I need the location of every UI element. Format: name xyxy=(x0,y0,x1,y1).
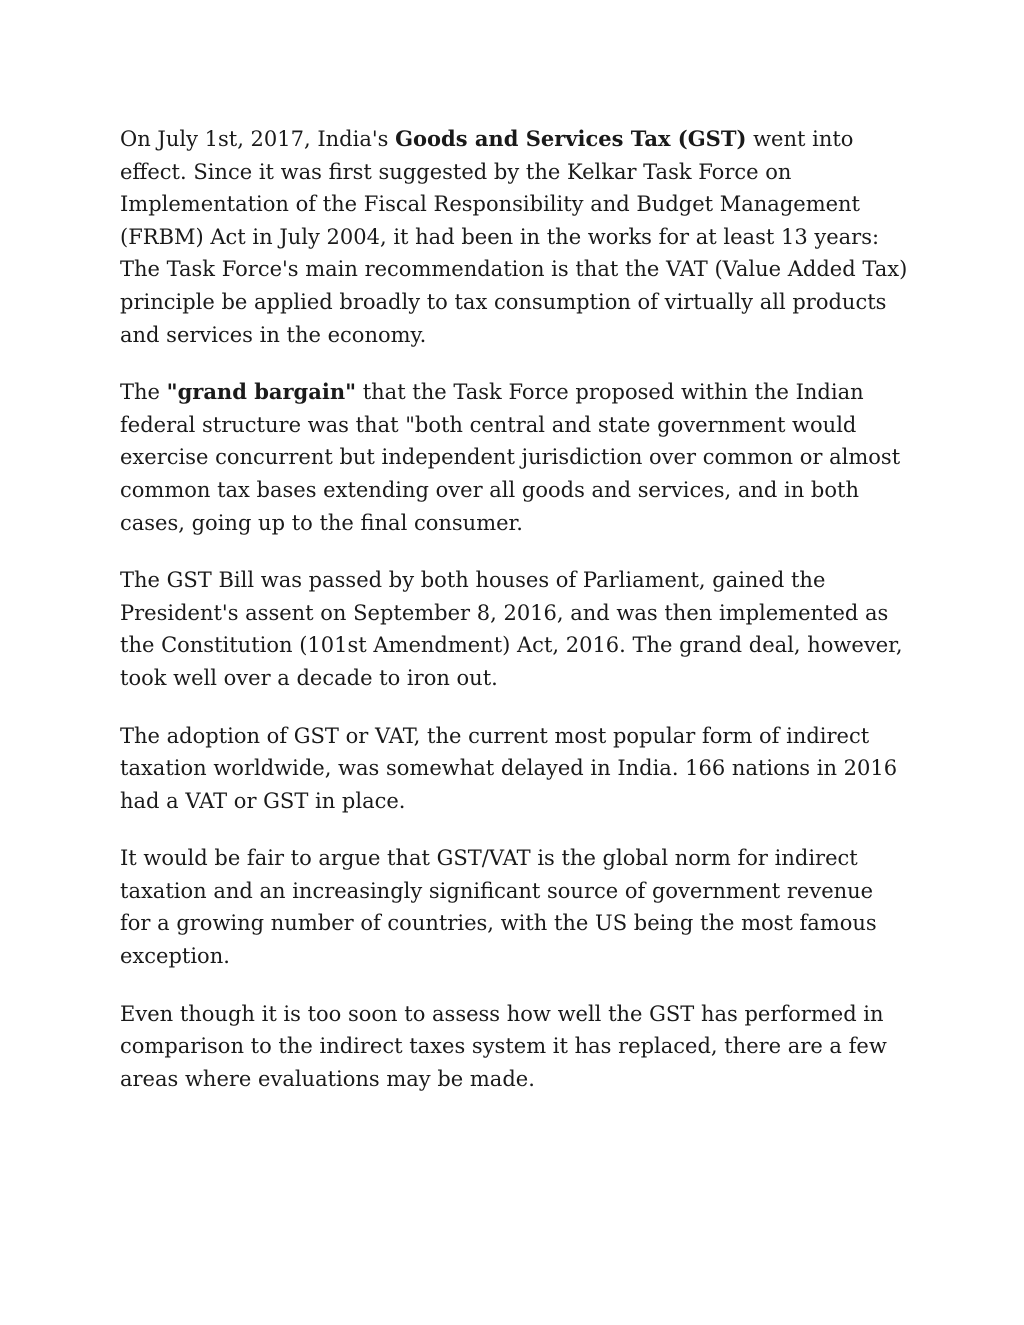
paragraph-grand-bargain xyxy=(120,376,910,539)
paragraph-text: The xyxy=(120,380,167,405)
paragraph-gst-intro xyxy=(120,123,910,351)
paragraph-global-norm: It would be fair to argue that GST/VAT is the global norm for indirect taxation and an increasingly significant source of government revenue for a growing number of countries, with the US being the most famous exception. xyxy=(120,846,877,969)
paragraph-gst-bill: The GST Bill was passed by both houses of Parliament, gained the President's assent on September 8, 2016, and was then implemented as the Constitution (101st Amendment) Act, 2016. The grand deal, however, took well over a decade to iron out. xyxy=(120,568,903,690)
paragraph-text: that the Task Force proposed within the Indian federal structure was that "both central and state government would exercise concurrent but independent jurisdiction over common or almost common tax bases extending over all goods and services, and in both cases, going up to the final consumer. xyxy=(120,380,901,535)
bold-term-gst: Goods and Services Tax (GST) xyxy=(395,126,747,151)
paragraph-evaluation: Even though it is too soon to assess how well the GST has performed in comparison to the indirect taxes system it has replaced, there are a few areas where evaluations may be made. xyxy=(120,1001,887,1091)
paragraph-text: On July 1st, 2017, India's xyxy=(120,127,396,151)
paragraph-text: went into effect. Since it was first suggested by the Kelkar Task Force on Implementation of the Fiscal Responsibility and Budget Management (FRBM) Act in July 2004, it had been in the works for at least 13 years: The Task Force's main recommendation is that the VAT (Value Added Tax) principle be applied broadly to tax consumption of virtually all products and services in the economy. xyxy=(120,127,908,347)
document-body xyxy=(120,123,910,1120)
paragraph-adoption: The adoption of GST or VAT, the current most popular form of indirect taxation worldwide, was somewhat delayed in India. 166 nations in 2016 had a VAT or GST in place. xyxy=(120,723,898,813)
bold-term-grand-bargain: "grand bargain" xyxy=(166,379,357,405)
